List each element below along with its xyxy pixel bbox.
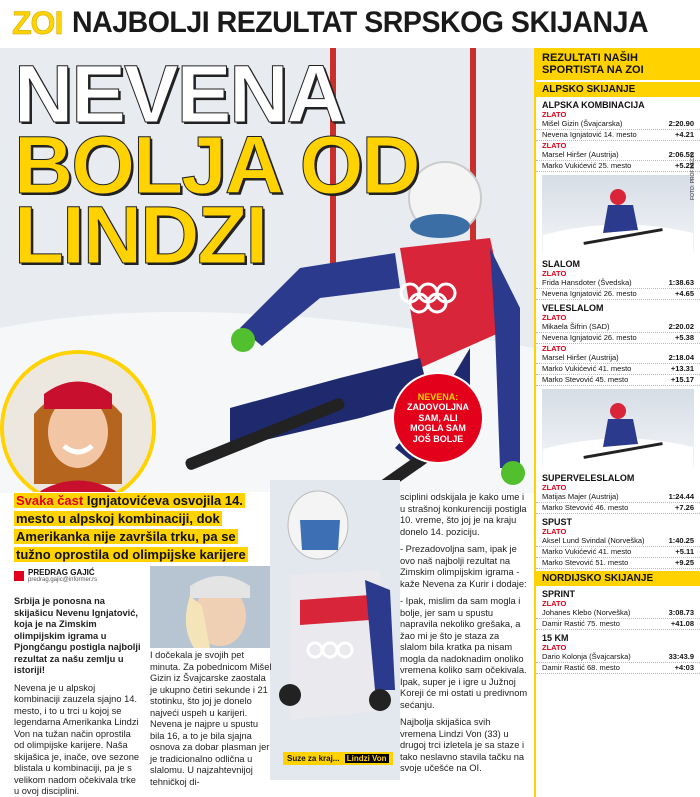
result-athlete: Nevena Ignjatović 26. mesto xyxy=(542,333,637,342)
photo-caption xyxy=(283,752,393,765)
photo-credit: FOTO: PROFIMEDIA xyxy=(690,152,696,200)
result-time: +5.22 xyxy=(675,161,694,170)
result-time: 1:38.63 xyxy=(668,278,694,287)
result-time: +7.26 xyxy=(675,503,694,512)
sidebar-action-photo xyxy=(542,389,694,467)
sidebar-result-row xyxy=(536,503,700,514)
story-title xyxy=(14,49,419,282)
quote-bubble xyxy=(392,372,484,464)
sidebar-result-row xyxy=(536,663,700,674)
caption-lead: Svaka čast xyxy=(16,493,84,508)
sidebar-medal-label: ZLATO xyxy=(542,483,567,492)
result-athlete: Mišel Gizin (Švajcarska) xyxy=(542,119,623,128)
sidebar-result-row xyxy=(536,130,700,141)
result-athlete: Marko Stevović 46. mesto xyxy=(542,503,629,512)
result-time: +15.17 xyxy=(670,375,694,384)
author-name: PREDRAG GAJIĆ xyxy=(28,568,95,577)
result-athlete: Marko Stevović 45. mesto xyxy=(542,375,629,384)
result-athlete: Marsel Hiršer (Austrija) xyxy=(542,150,619,159)
byline xyxy=(14,568,144,583)
sidebar-medal-label: ZLATO xyxy=(542,141,567,150)
sidebar-result-row xyxy=(536,492,700,503)
caption-text: Ignjatovićeva osvojila 14. mesto u alpskoj kombinaciji, dok Amerikanka nije završila trku, pa se tužno oprostila od olimpijske karijere xyxy=(16,493,246,562)
sidebar-medal-label: ZLATO xyxy=(542,344,567,353)
sidebar-event-name: ALPSKA KOMBINACIJA xyxy=(542,100,645,110)
sidebar-result-row xyxy=(536,547,700,558)
author-email[interactable]: predrag.gajic@informer.rs xyxy=(28,577,98,583)
sidebar-result-row xyxy=(536,536,700,547)
lead-caption xyxy=(14,492,272,564)
sidebar-medal-label: ZLATO xyxy=(542,643,567,652)
sidebar-result-row xyxy=(536,558,700,569)
article-paragraph-1: Nevena je u alpskoj kombinaciji zauzela sjajno 14. mesto, i to u trci u kojoj se legendarna Amerikanka Lindzi Von na tužan način oprostila od olimpijske karijere. Naša skijašica je, inače, ove sezone blistala u kombinaciji, pa je s velikom nadom očekivala trke u ovoj disciplini. xyxy=(14,682,140,796)
quote-speaker: NEVENA: xyxy=(417,391,459,402)
result-time: 2:20.90 xyxy=(668,119,694,128)
page-headline: NAJBOLJI REZULTAT SRPSKOG SKIJANJA xyxy=(72,6,649,39)
article-column-2 xyxy=(150,650,275,794)
result-time: +13.31 xyxy=(670,364,694,373)
result-athlete: Frida Hansdoter (Švedska) xyxy=(542,278,632,287)
result-athlete: Nevena Ignjatović 14. mesto xyxy=(542,130,637,139)
article-paragraph-2: I dočekala je svojih pet minuta. Za pobednicom Mišel Gizin iz Švajcarske zaostala je ukupno četiri sekunde i 21 stotinku, što joj je donelo najveći uspeh u karijeri. Nevena je najpre u spustu bila 16, a to je bila sjajna osnova za dobar plasman jer je tradicionalno odlična u slalomu. U najzahtevnijoj tehničkoj di- xyxy=(150,650,272,787)
quote-line-3: MOGLA SAM xyxy=(410,423,466,434)
sidebar-heading-line-1: REZULTATI NAŠIH xyxy=(542,52,638,64)
result-athlete: Marko Vukićević 41. mesto xyxy=(542,364,632,373)
sidebar-result-row xyxy=(536,652,700,663)
skier2-illustration xyxy=(270,480,400,780)
sidebar-event-name: SPRINT xyxy=(542,589,576,599)
results-sidebar xyxy=(534,48,700,797)
result-athlete: Marko Vukićević 41. mesto xyxy=(542,547,632,556)
photo-caption-name: Lindzi Von xyxy=(346,754,387,763)
portrait-nevena xyxy=(0,350,156,506)
result-athlete: Matijas Majer (Austrija) xyxy=(542,492,619,501)
quote-line-2: SAM, ALI xyxy=(418,412,458,423)
result-time: 2:18.04 xyxy=(668,353,694,362)
sidebar-event-name: SPUST xyxy=(542,517,573,527)
sidebar-sport-heading: ALPSKO SKIJANJE xyxy=(536,82,700,97)
sidebar-medal-label: ZLATO xyxy=(542,269,567,278)
sidebar-medal-label: ZLATO xyxy=(542,599,567,608)
result-athlete: Dario Kolonja (Švajcarska) xyxy=(542,652,631,661)
title-line-1: NEVENA xyxy=(14,49,344,140)
result-time: +4:03 xyxy=(674,663,694,672)
sidebar-action-photo xyxy=(542,175,694,253)
photo-caption-label: Suze za kraj... xyxy=(287,754,340,763)
sidebar-result-row xyxy=(536,322,700,333)
sidebar-result-row xyxy=(536,364,700,375)
sidebar-heading-line-2: SPORTISTA NA ZOI xyxy=(542,64,644,76)
sidebar-result-row xyxy=(536,150,700,161)
result-time: 1:24.44 xyxy=(668,492,694,501)
result-time: 2:06.52 xyxy=(668,150,694,159)
article-column-3 xyxy=(400,492,528,781)
result-time: +5.11 xyxy=(675,547,694,556)
sidebar-result-row xyxy=(536,278,700,289)
result-time: 3:08.73 xyxy=(668,608,694,617)
sidebar-body xyxy=(536,82,700,674)
sidebar-result-row xyxy=(536,289,700,300)
quote-line-4: JOŠ BOLJE xyxy=(412,433,464,444)
sidebar-result-row xyxy=(536,375,700,386)
result-time: +5.38 xyxy=(675,333,694,342)
sidebar-sport-heading: NORDIJSKO SKIJANJE xyxy=(536,571,700,586)
title-line-2: BOLJA OD xyxy=(14,119,419,211)
sidebar-result-row xyxy=(536,608,700,619)
result-time: 2:20.02 xyxy=(668,322,694,331)
result-athlete: Johanes Klebo (Norveška) xyxy=(542,608,631,617)
photo-lindzi-von xyxy=(270,480,400,780)
result-athlete: Aksel Lund Svindal (Norveška) xyxy=(542,536,645,545)
sidebar-event-name: SLALOM xyxy=(542,259,580,269)
inset-illustration xyxy=(150,566,276,648)
sidebar-heading xyxy=(536,48,700,80)
article-paragraph-3: sciplini odskijala je kako ume i u strašnoj konkurenciji postigla 10. vreme, što joj je na kraju donelo 14. poziciju. xyxy=(400,492,527,537)
article-intro: Srbija je ponosna na skijašicu Nevenu Ignjatović, koja je na Zimskim olimpijskim igrama u Pjongčangu postigla najbolji rezultat za našu zemlju u istoriji! xyxy=(14,596,141,675)
sidebar-event-name: SUPERVELESLALOM xyxy=(542,473,635,483)
result-athlete: Nevena Ignjatović 26. mesto xyxy=(542,289,637,298)
article-paragraph-4: - Prezadovoljna sam, ipak je ovo naš najbolji rezultat na Zimskim olimpijskim igrama - kaže Nevena za Kurir i dodaje: xyxy=(400,544,527,589)
result-time: 1:40.25 xyxy=(668,536,694,545)
result-athlete: Marko Stevović 51. mesto xyxy=(542,558,629,567)
author-tag-icon xyxy=(14,571,24,581)
result-time: +9.25 xyxy=(675,558,694,567)
result-athlete: Mikaela Šifrin (SAD) xyxy=(542,322,610,331)
title-line-3: LINDZI xyxy=(14,190,267,282)
portrait-illustration xyxy=(4,354,152,502)
sidebar-result-row xyxy=(536,119,700,130)
result-athlete: Damir Rastić 75. mesto xyxy=(542,619,620,628)
result-time: +4.65 xyxy=(675,289,694,298)
article-column-1 xyxy=(14,596,142,797)
sidebar-result-row xyxy=(536,353,700,364)
sidebar-result-row xyxy=(536,333,700,344)
sidebar-result-row xyxy=(536,619,700,630)
sidebar-medal-label: ZLATO xyxy=(542,527,567,536)
sidebar-event-name: 15 KM xyxy=(542,633,569,643)
sidebar-medal-label: ZLATO xyxy=(542,313,567,322)
article-paragraph-5: - Ipak, mislim da sam mogla i bolje, jer sam u spustu napravila nekoliko grešaka, a žao mi je što je staza za slalom bila kratka pa nisam mogla da nadoknadim onoliko vremena koliko sam očekivala. Ipak, super je i igre u Južnoj Koreji će mi ostati u predivnom sećanju. xyxy=(400,596,528,710)
result-athlete: Marko Vukićević 25. mesto xyxy=(542,161,632,170)
inset-photo-lindzi xyxy=(150,566,276,648)
article-paragraph-6: Najbolja skijašica svih vremena Lindzi Von (33) u drugoj trci izletela je sa staze i tako neslavno stavila tačku na svoje učešće na OI. xyxy=(400,717,525,773)
section-logo: ZOI xyxy=(12,4,63,41)
sidebar-result-row xyxy=(536,161,700,172)
result-athlete: Damir Rastić 68. mesto xyxy=(542,663,620,672)
result-athlete: Marsel Hiršer (Austrija) xyxy=(542,353,619,362)
sidebar-skier-icon xyxy=(542,389,694,467)
sidebar-skier-icon xyxy=(542,175,694,253)
result-time: +41.08 xyxy=(670,619,694,628)
sidebar-medal-label: ZLATO xyxy=(542,110,567,119)
sidebar-event-name: VELESLALOM xyxy=(542,303,604,313)
result-time: +4.21 xyxy=(675,130,694,139)
masthead xyxy=(0,0,700,46)
result-time: 33:43.9 xyxy=(668,652,694,661)
quote-line-1: ZADOVOLJNA xyxy=(406,402,469,413)
